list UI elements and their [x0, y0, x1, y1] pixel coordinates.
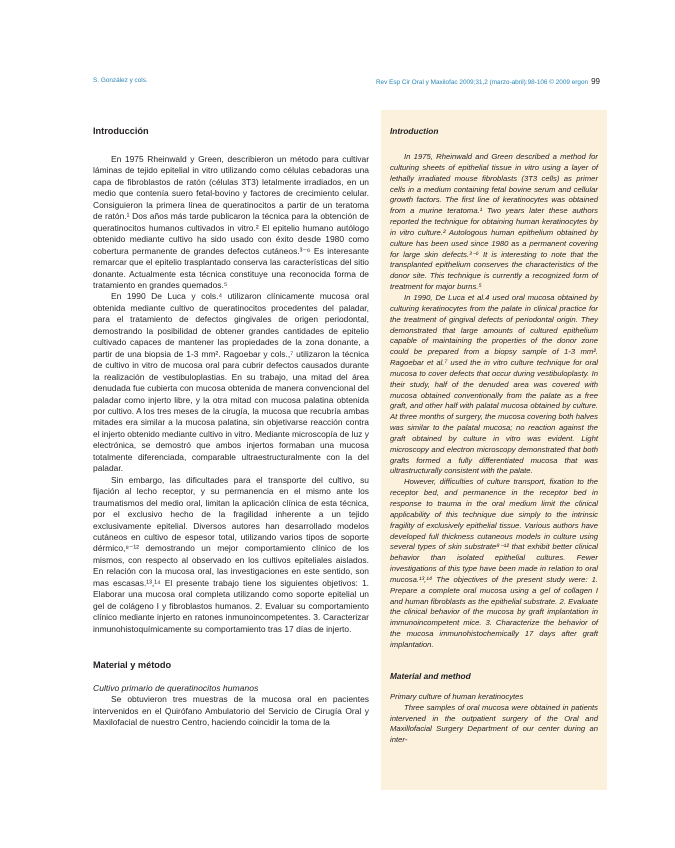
methods-heading-en: Material and method: [390, 670, 471, 681]
running-header-authors: S. González y cols.: [93, 77, 148, 84]
journal-citation: Rev Esp Cir Oral y Maxilofac 2009;31,2 (marzo-abril):98-106 © 2009 ergon: [375, 79, 589, 86]
paragraph-es-1: En 1975 Rheinwald y Green, describieron un método para cultivar láminas de tejido epitelial in vitro utilizando como células cebadoras una capa de fibroblastos de ratón (células 3T3) letalmente irradiados, en un medio que contenía suero fetal-bovino y factores de crecimiento celular. Consiguieron la primera línea de queratinocitos a partir de un teratoma de ratón.¹ Dos años más tarde publicaron la técnica para la obtención de queratinocitos humanos cultivados in vitro.² El epitelio humano autólogo obtenido mediante cultivo ha sido usado con éxito desde 1980 como cobertura permanente de grandes defectos cutáneos.³⁻⁶ Es interesante remarcar que el epitelio trasplantado conserva las características del sitio donante. Actualmente esta técnica constituye una reconocida forma de tratamiento en grandes quemados.⁵: [93, 154, 369, 290]
methods-heading-es: Material y método: [93, 660, 172, 671]
running-header-citation: [376, 77, 600, 86]
paragraph-en-1: In 1975, Rheinwald and Green described a method for culturing sheets of epithelial tissue in vitro using a layer of lethally irradiated mouse fibroblasts (3T3 cells) as primer cells in a medium containing fetal bovine serum and cellular growth factors. The first line of keratinocytes was obtained from a murine teratoma.¹ Two years later these authors reported the technique for obtaining human keratinocytes by in vitro culture.² Autologous human epithelium obtained by culture has been used since 1980 as a permanent covering for large skin defects.³⁻⁶ It is interesting to note that the transplanted epithelium conserves the characteristics of the donor site. This technique is currently a recognized form of treatment for major burns.⁵: [390, 152, 598, 292]
subheading-en: Primary culture of human keratinocytes: [390, 691, 524, 701]
english-column: [381, 110, 607, 790]
paragraph-en-2: In 1990, De Luca et al.4 used oral mucosa obtained by culturing keratinocytes from the palate in clinical practice for the treatment of gingival defects of periodontal origin. They demonstrated that large amounts of cultured epithelium capable of maintaining the properties of the donor zone could be prepared from a biopsy sample of 1-3 mm². Ragoebar et al.⁷ used the in vitro culture technique for oral mucosa to cover defects that occur during vestibuloplasty. In their study, half of the denuded area was covered with mucosa obtained conventionally from the palate as a free graft, and other half with palatal mucosa obtained by culture. At three months of surgery, the mucosa covering both halves was similar to the palatal mucosa; no reaction against the graft obtained by culture in vitro was evident. Light microscopy and electron microscopy demonstrated that both grafts formed a fully differentiated mucosa that was ultrastructurally consistent with the palate.: [390, 292, 598, 476]
methods-paragraph-es: Se obtuvieron tres muestras de la mucosa oral en pacientes intervenidos en el Quirófano Ambulatorio del Servicio de Cirugía Oral y Maxilofacial de nuestro Centro, haciendo coincidir la toma de la: [93, 694, 369, 728]
methods-paragraph-en: Three samples of oral mucosa were obtained in patients intervened in the outpatient surgery of the Oral and Maxillofacial Surgery Department of our center during an inter-: [390, 702, 598, 745]
intro-heading-en: Introduction: [390, 126, 439, 136]
spanish-column: [93, 126, 369, 729]
paragraph-es-3: Sin embargo, las dificultades para el transporte del cultivo, su fijación al lecho receptor, y su permanencia en el mismo ante los traumatismos del medio oral, limitan la aplicación clínica de esta técnica, por el exclusivo hecho de la fragilidad inherente a un tejido exclusivamente epitelial. Diversos autores han desarrollado modelos cutáneos en cultivo de espesor total, utilizando varios tipos de soporte dérmico,⁸⁻¹² demostrando un mejor comportamiento clínico de los mismos, con respecto al observado en los cultivos epiteliales aislados. En relación con la mucosa oral, las investigaciones en este sentido, son mas escasas.¹³,¹⁴ El presente trabajo tiene los siguientes objetivos: 1. Elaborar una mucosa oral completa utilizando como soporte epitelial un gel de colágeno I y fibroblastos humanos. 2. Evaluar su comportamiento clínico mediante injerto en ratones inmunoincompetentes. 3. Caracterizar inmunohistoquímicamente su comportamiento tras 17 días de injerto.: [93, 474, 369, 634]
intro-heading-es: Introducción: [93, 126, 149, 136]
paragraph-es-2: En 1990 De Luca y cols.⁴ utilizaron clínicamente mucosa oral obtenida mediante cultivo de queratinocitos procedentes del paladar, para el tratamiento de defectos gingivales de origen periodontal, demostrando la posibilidad de obtener grandes cantidades de epitelio cultivado capaces de mantener las propiedades de la zona donante, a partir de una biopsia de 1-3 mm². Ragoebar y cols.,⁷ utilizaron la técnica de cultivo in vitro de mucosa oral para cubrir defectos causados durante la realización de vestibuloplastias. En su trabajo, una mitad del área denudada fue cubierta con mucosa obtenida de manera convencional del paladar como injerto libre, y la otra mitad con mucosa palatina obtenida por cultivo. A los tres meses de la cirugía, la mucosa que recubría ambas mitades era similar a la mucosa palatina, sin objetivarse reacción contra el injerto obtenido mediante cultivo in vitro. Mediante microscopía de luz y electrónica, se demostró que ambos injertos formaban una mucosa totalmente diferenciada, comparable ultraestructuralmente con la del paladar.: [93, 291, 369, 474]
page-number: 99: [591, 77, 600, 86]
paragraph-en-3: However, difficulties of culture transport, fixation to the receptor bed, and permanence in the receptor bed in response to trauma in the oral medium limit the clinical applicability of this technique due simply to the intrinsic fragility of exclusively epithelial tissue. Various authors have developed full thickness cutaneous models in culture using several types of skin substrate⁸⁻¹² that exhibit better clinical behavior than isolated epithelial cultures. Fewer investigations of this type have been made in relation to oral mucosa.¹³,¹⁴ The objectives of the present study were: 1. Prepare a complete oral mucosa using a gel of collagen I and human fibroblasts as the epithelial substrate. 2. Evaluate the clinical behavior of the mucosa by graft implantation in immunoincompetent mice. 3. Characterize the behavior of the mucosa immunohistochemically 17 days after graft implantation.: [390, 477, 598, 649]
subheading-es: Cultivo primario de queratinocitos humanos: [93, 683, 259, 694]
